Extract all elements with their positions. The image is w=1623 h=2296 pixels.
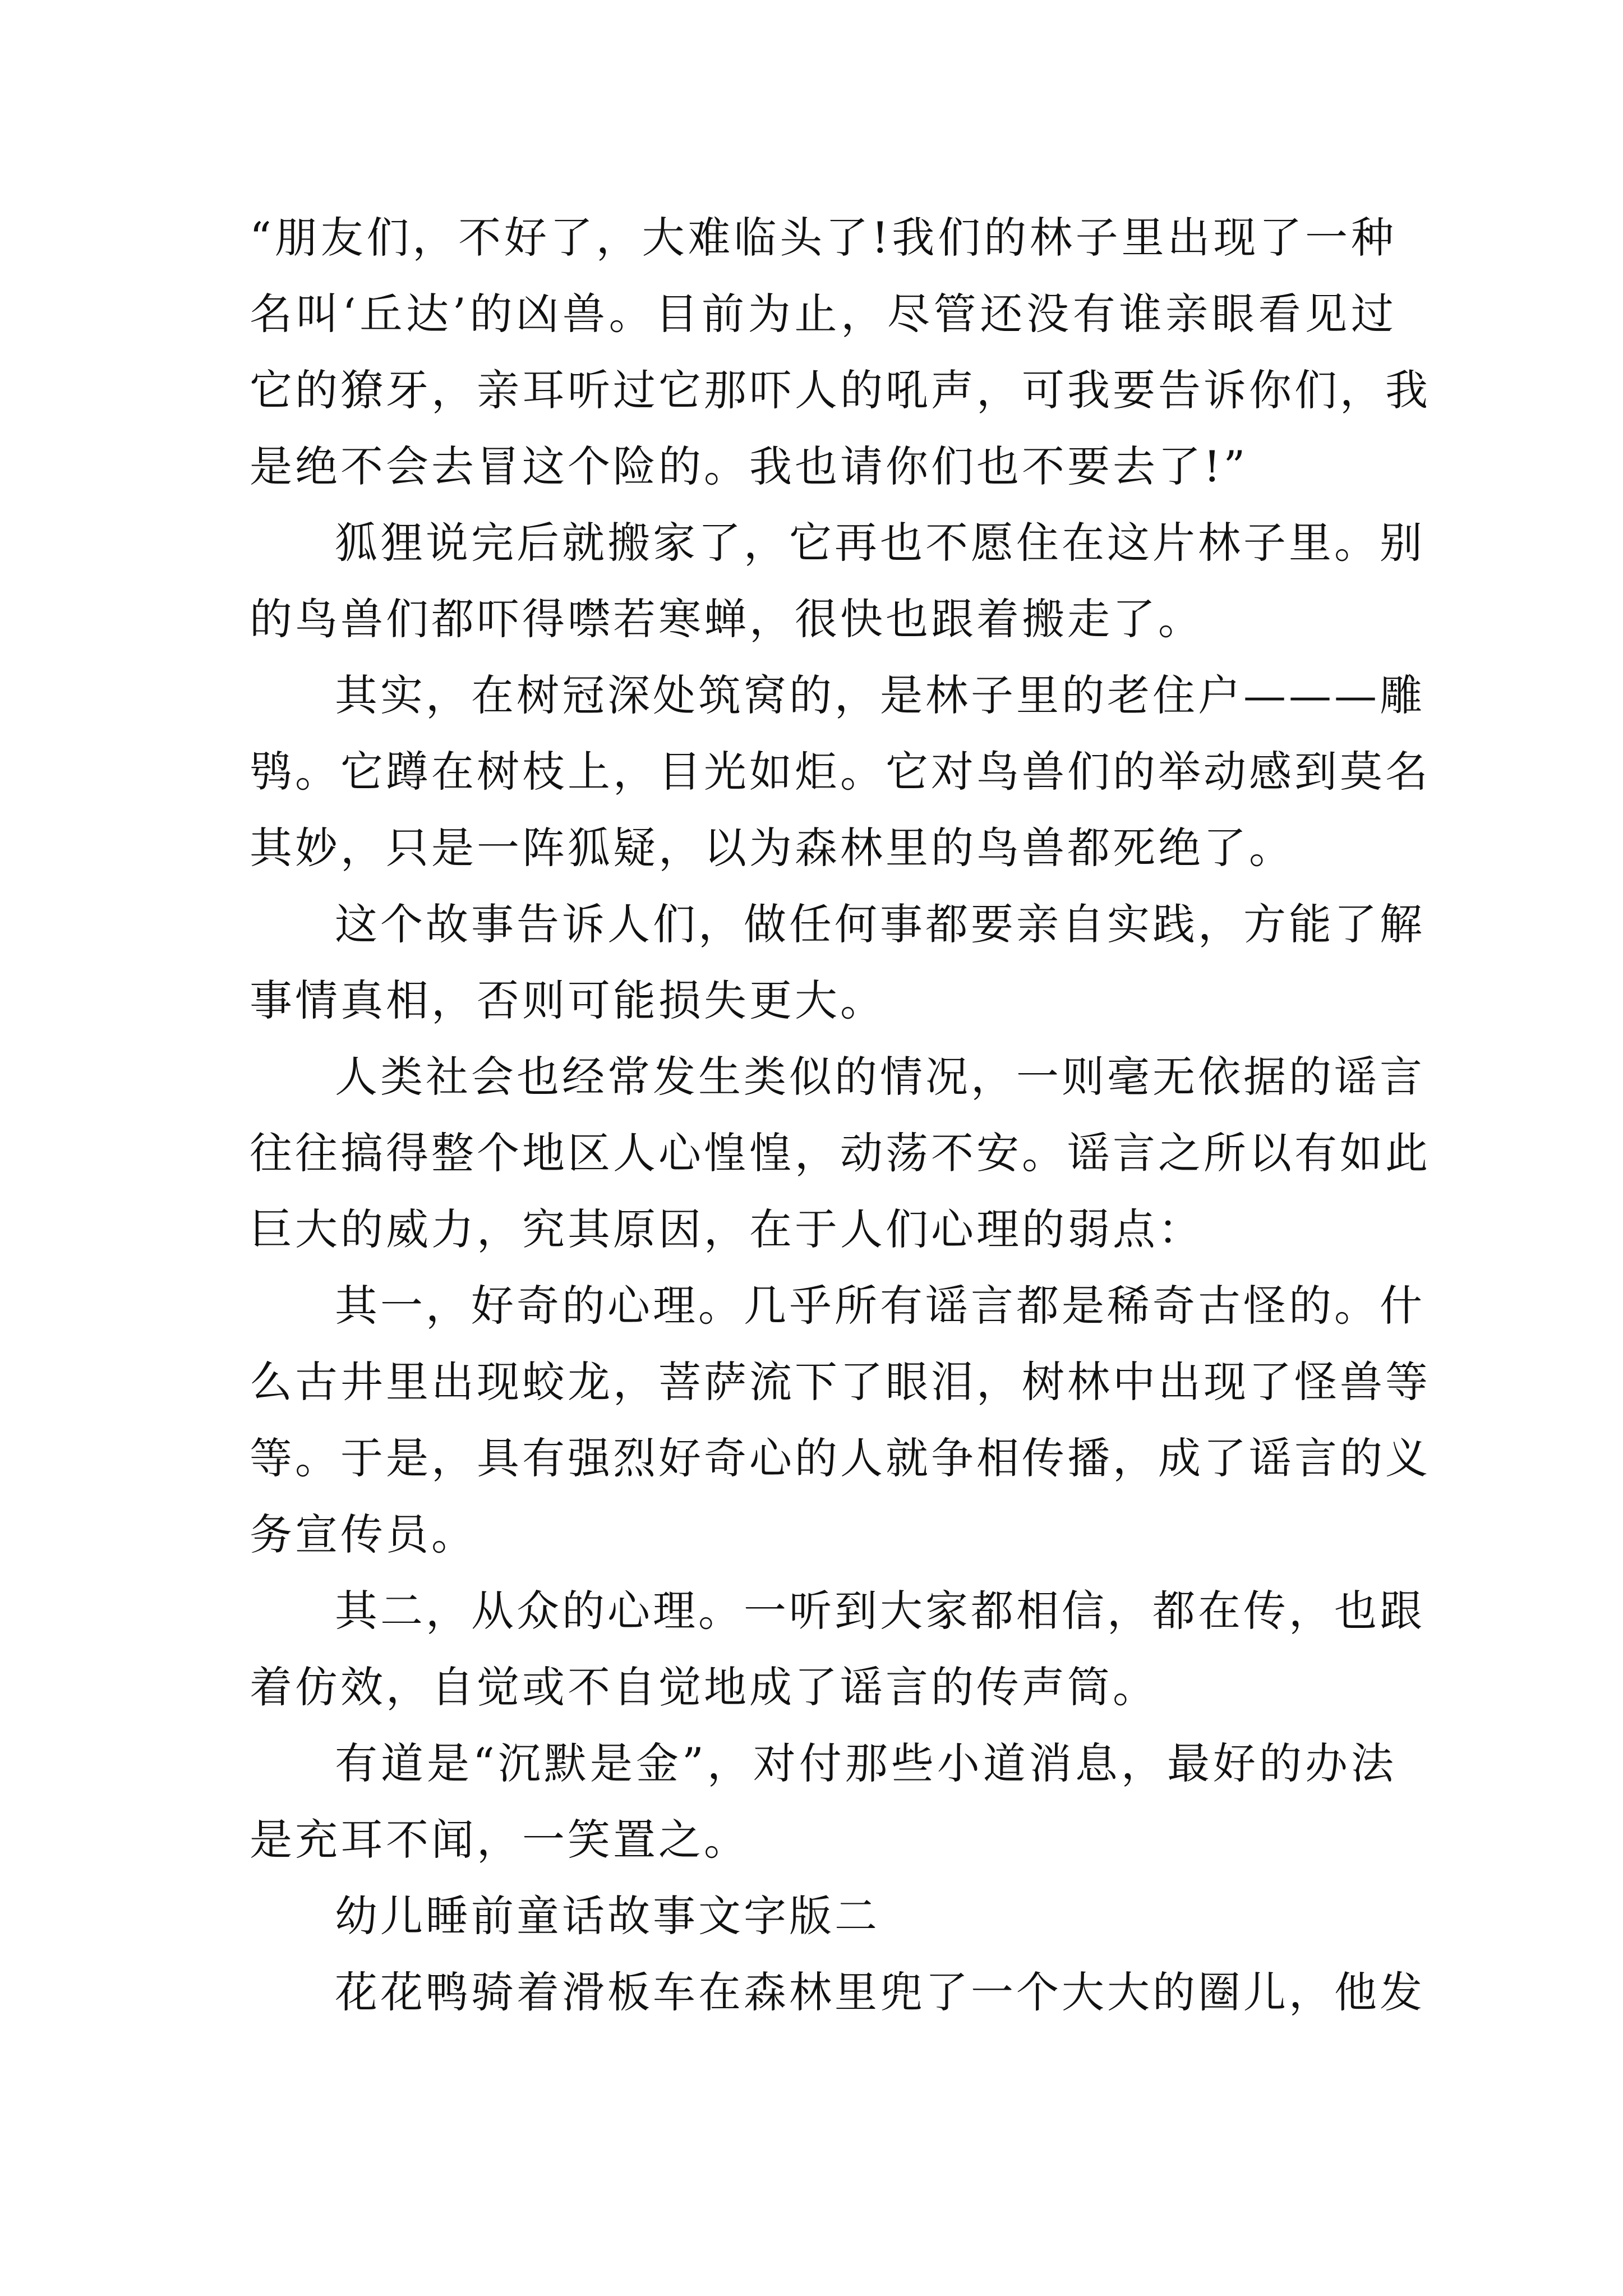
text-line: “朋友们，不好了，大难临头了!我们的林子里出现了一种 (250, 213, 1396, 263)
text-line: 的鸟兽们都吓得噤若寒蝉，很快也跟着搬走了。 (250, 594, 1204, 644)
text-line: 事情真相，否则可能损失更大。 (250, 976, 886, 1025)
text-line: 往往搞得整个地区人心惶惶，动荡不安。谣言之所以有如此 (250, 1128, 1431, 1178)
text-line: 其实，在树冠深处筑窝的，是林子里的老住户———雕 (335, 670, 1425, 720)
text-line: 巨大的威力，究其原因，在于人们心理的弱点： (250, 1204, 1204, 1254)
text-line: 鸮。它蹲在树枝上，目光如炬。它对鸟兽们的举动感到莫名 (250, 747, 1431, 797)
text-line: 是绝不会去冒这个险的。我也请你们也不要去了!” (250, 441, 1248, 491)
text-line: 务宣传员。 (250, 1510, 477, 1559)
text-line: 狐狸说完后就搬家了，它再也不愿住在这片林子里。别 (335, 518, 1425, 568)
text-line: 有道是“沉默是金”，对付那些小道消息，最好的办法 (335, 1738, 1396, 1788)
text-line: 么古井里出现蛟龙，菩萨流下了眼泪，树林中出现了怪兽等 (250, 1357, 1431, 1407)
text-line: 这个故事告诉人们，做任何事都要亲自实践，方能了解 (335, 899, 1425, 949)
text-line: 其妙，只是一阵狐疑，以为森林里的鸟兽都死绝了。 (250, 823, 1294, 873)
text-line: 是充耳不闻，一笑置之。 (250, 1815, 749, 1865)
text-line: 其二，从众的心理。一听到大家都相信，都在传，也跟 (335, 1586, 1425, 1636)
text-line: 花花鸭骑着滑板车在森林里兜了一个大大的圈儿，他发 (335, 1967, 1425, 2017)
text-line: 着仿效，自觉或不自觉地成了谣言的传声筒。 (250, 1662, 1158, 1712)
text-line: 幼儿睡前童话故事文字版二 (335, 1891, 880, 1941)
text-line: 其一，好奇的心理。几乎所有谣言都是稀奇古怪的。什 (335, 1281, 1425, 1331)
text-line: 名叫‘丘达’的凶兽。目前为止，尽管还没有谁亲眼看见过 (250, 289, 1396, 339)
text-line: 人类社会也经常发生类似的情况，一则毫无依据的谣言 (335, 1052, 1425, 1102)
document-body (250, 200, 1431, 2031)
text-line: 它的獠牙，亲耳听过它那吓人的吼声，可我要告诉你们，我 (250, 365, 1431, 415)
text-line: 等。于是，具有强烈好奇心的人就争相传播，成了谣言的义 (250, 1433, 1431, 1483)
